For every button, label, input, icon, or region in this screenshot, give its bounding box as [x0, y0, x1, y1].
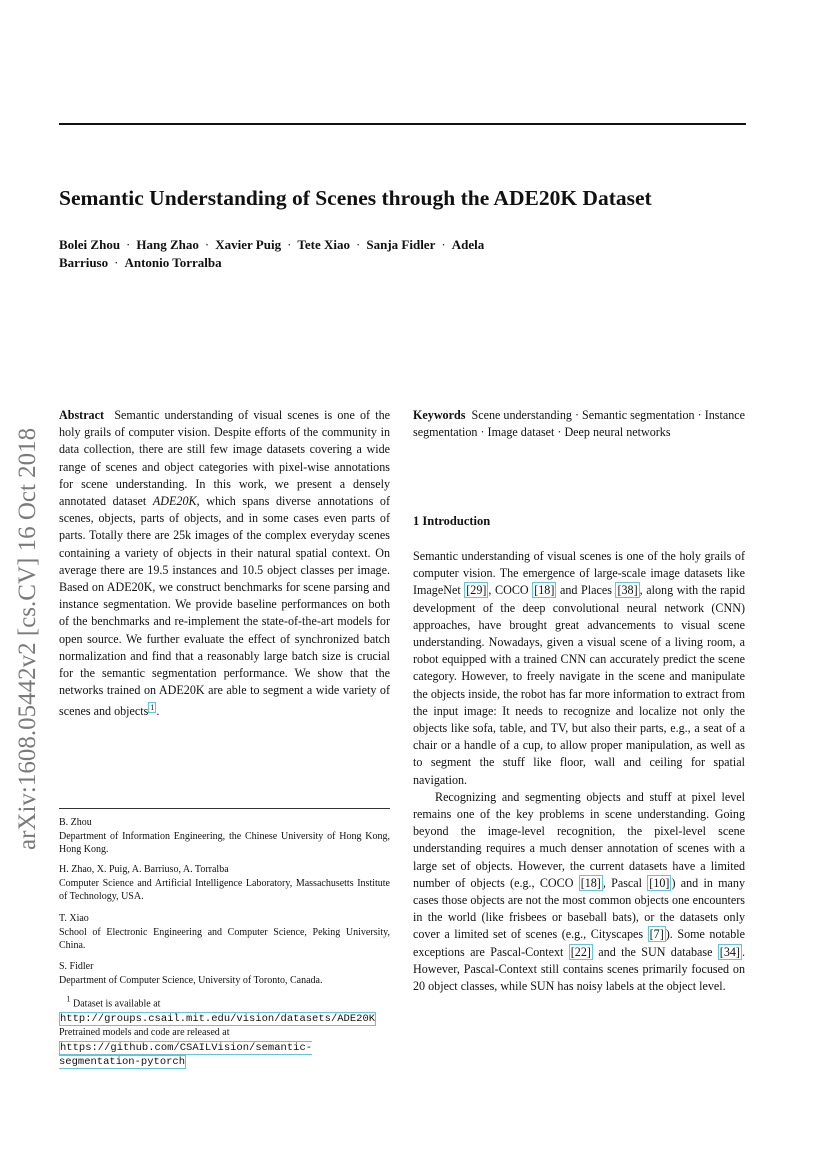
footnote-mark: 1 — [66, 995, 71, 1004]
author-name: Sanja Fidler — [366, 237, 436, 252]
affiliation — [59, 816, 390, 857]
citation-link[interactable]: [38] — [617, 583, 638, 598]
abstract-text-b: , which spans diverse annotations of scenes, objects, parts of objects, and in some cases even parts of parts. Totally there are 25k images of the complex everyday scenes containing a variety of objects in their natural spatial context. On average there are 19.5 instances and 10.5 object classes per image. Based on ADE20K, we construct benchmarks for scene parsing and instance segmentation. We provide baseline performances on both of the benchmarks and re-implement the state-of-the-art models for open source. We further evaluate the effect of synchronized batch normalization and find that a reasonably large batch size is crucial for the semantic segmentation performance. We show that the networks trained on ADE20K are able to segment a wide variety of scenes and objects — [59, 494, 391, 719]
abstract-heading: Abstract — [59, 408, 105, 422]
author-list — [59, 236, 559, 272]
paper-title: Semantic Understanding of Scenes through the ADE20K Dataset — [59, 186, 652, 210]
affiliation-authors: T. Xiao — [59, 913, 89, 924]
affiliation — [59, 912, 390, 953]
paragraph-text: Semantic understanding of visual scenes is one of the holy grails of computer vision. The emergence of large-scale image datasets like ImageNet — [413, 549, 745, 598]
author-separator: · — [287, 237, 292, 252]
keywords — [413, 407, 745, 441]
affiliation — [59, 960, 390, 987]
paragraph-text: , along with the rapid development of the deep convolutional neural network (CNN) approaches, have brought great advancements to visual scene understanding. Nowadays, given a visual scene of a living room, a robot equipped with a trained CNN can accurately predict the scene category. However, to freely navigate in the scene and manipulate the objects inside, the robot has far more information to extract from the input image: It needs to recognize and localize not only the objects like sofa, table, and TV, but also their parts, e.g., a seat of a chair or a handle of a cup, to allow proper manipulation, as well as to segment the stuff like floor, wall and ceiling for spatial navigation. — [413, 583, 745, 787]
paragraph-text: ). Some notable exceptions are Pascal-Context — [413, 927, 746, 959]
author-separator: · — [356, 237, 361, 252]
paragraph-text: ) and in many cases those objects are not the most common objects one encounters in the world (like frisbees or baseball bats), or the datasets only cover a limited set of scenes (e.g., Cityscapes — [413, 875, 745, 942]
citation-link[interactable]: [18] — [580, 875, 601, 890]
keywords-heading: Keywords — [413, 408, 466, 422]
citation-link[interactable]: [29] — [466, 583, 487, 598]
paragraph-text: and Places — [556, 583, 616, 598]
footnote-text-1: Dataset is available at — [73, 998, 161, 1010]
code-url-link[interactable]: https://github.com/CSAILVision/semantic-segmentation-pytorch — [59, 1041, 313, 1069]
intro-heading: 1 Introduction — [413, 514, 491, 528]
author-line-2 — [59, 254, 559, 272]
author-name: Hang Zhao — [136, 237, 199, 252]
arxiv-stamp: arXiv:1608.05442v2 [cs.CV] 16 Oct 2018 — [14, 427, 41, 850]
paragraph-text: , COCO — [488, 583, 533, 598]
citation-link[interactable]: [10] — [649, 875, 670, 890]
citation-link[interactable]: [34] — [719, 944, 740, 959]
abstract — [59, 407, 390, 721]
author-name: Adela — [451, 237, 485, 252]
abstract-dataset-name: ADE20K — [152, 494, 197, 509]
author-name: Antonio Torralba — [124, 255, 222, 270]
author-separator: · — [126, 237, 131, 252]
intro-paragraph-2 — [413, 789, 745, 995]
citation-link[interactable]: [22] — [570, 944, 591, 959]
author-separator: · — [204, 237, 210, 252]
affiliation-institution: Department of Information Engineering, the Chinese University of Hong Kong, Hong Kong. — [59, 830, 390, 855]
footnote-link[interactable]: 1 — [150, 703, 155, 713]
abstract-text-a: Semantic understanding of visual scenes is one of the holy grails of computer vision. Despite efforts of the community in data collection, there are still few image datasets covering a wide range of scenes and object categories with pixel-wise annotations for scene understanding. In this work, we present a densely annotated dataset — [59, 408, 390, 509]
author-line-1 — [59, 236, 559, 254]
affiliation-institution: School of Electronic Engineering and Computer Science, Peking University, China. — [59, 926, 390, 951]
affiliation — [59, 863, 390, 904]
affiliation-authors: S. Fidler — [59, 961, 94, 972]
paragraph-text: Recognizing and segmenting objects and stuff at pixel level remains one of the key problems in scene understanding. Going beyond the image-level recognition, the pixel-level scene understanding requires a much denser annotation of scenes with a large set of objects. However, the current datasets have a limited number of objects (e.g., COCO — [413, 789, 745, 890]
intro-body — [413, 548, 745, 995]
author-name: Barriuso — [59, 255, 109, 270]
abstract-end: . — [156, 704, 160, 719]
author-separator: · — [441, 237, 446, 252]
author-name: Xavier Puig — [215, 237, 282, 252]
paragraph-text: and the SUN database — [592, 944, 718, 959]
author-name: Tete Xiao — [297, 237, 351, 252]
keywords-text: Scene understanding · Semantic segmentation · Instance segmentation · Image dataset · Deep neural networks — [413, 408, 745, 440]
top-rule — [59, 123, 746, 125]
paragraph-text: . However, Pascal-Context still contains scenes primarily focused on 20 object classes, while SUN has noisy labels at the object level. — [413, 944, 745, 994]
dataset-url-link[interactable]: http://groups.csail.mit.edu/vision/datasets/ADE20K — [60, 1012, 376, 1025]
citation-link[interactable]: [7] — [649, 927, 664, 942]
citation-link[interactable]: [18] — [534, 583, 555, 598]
affiliation-authors: H. Zhao, X. Puig, A. Barriuso, A. Torralba — [59, 864, 229, 875]
affiliation-institution: Department of Computer Science, University of Toronto, Canada. — [59, 974, 323, 986]
intro-paragraph-1 — [413, 548, 745, 789]
author-name: Bolei Zhou — [59, 237, 121, 252]
footnote — [59, 993, 390, 1070]
affiliation-institution: Computer Science and Artificial Intelligence Laboratory, Massachusetts Institute of Technology, USA. — [59, 877, 390, 902]
paragraph-text: , Pascal — [602, 875, 648, 890]
footnote-rule — [59, 808, 390, 809]
footnote-text-2: Pretrained models and code are released at — [59, 1027, 230, 1039]
author-separator: · — [114, 255, 119, 270]
affiliation-authors: B. Zhou — [59, 817, 92, 828]
